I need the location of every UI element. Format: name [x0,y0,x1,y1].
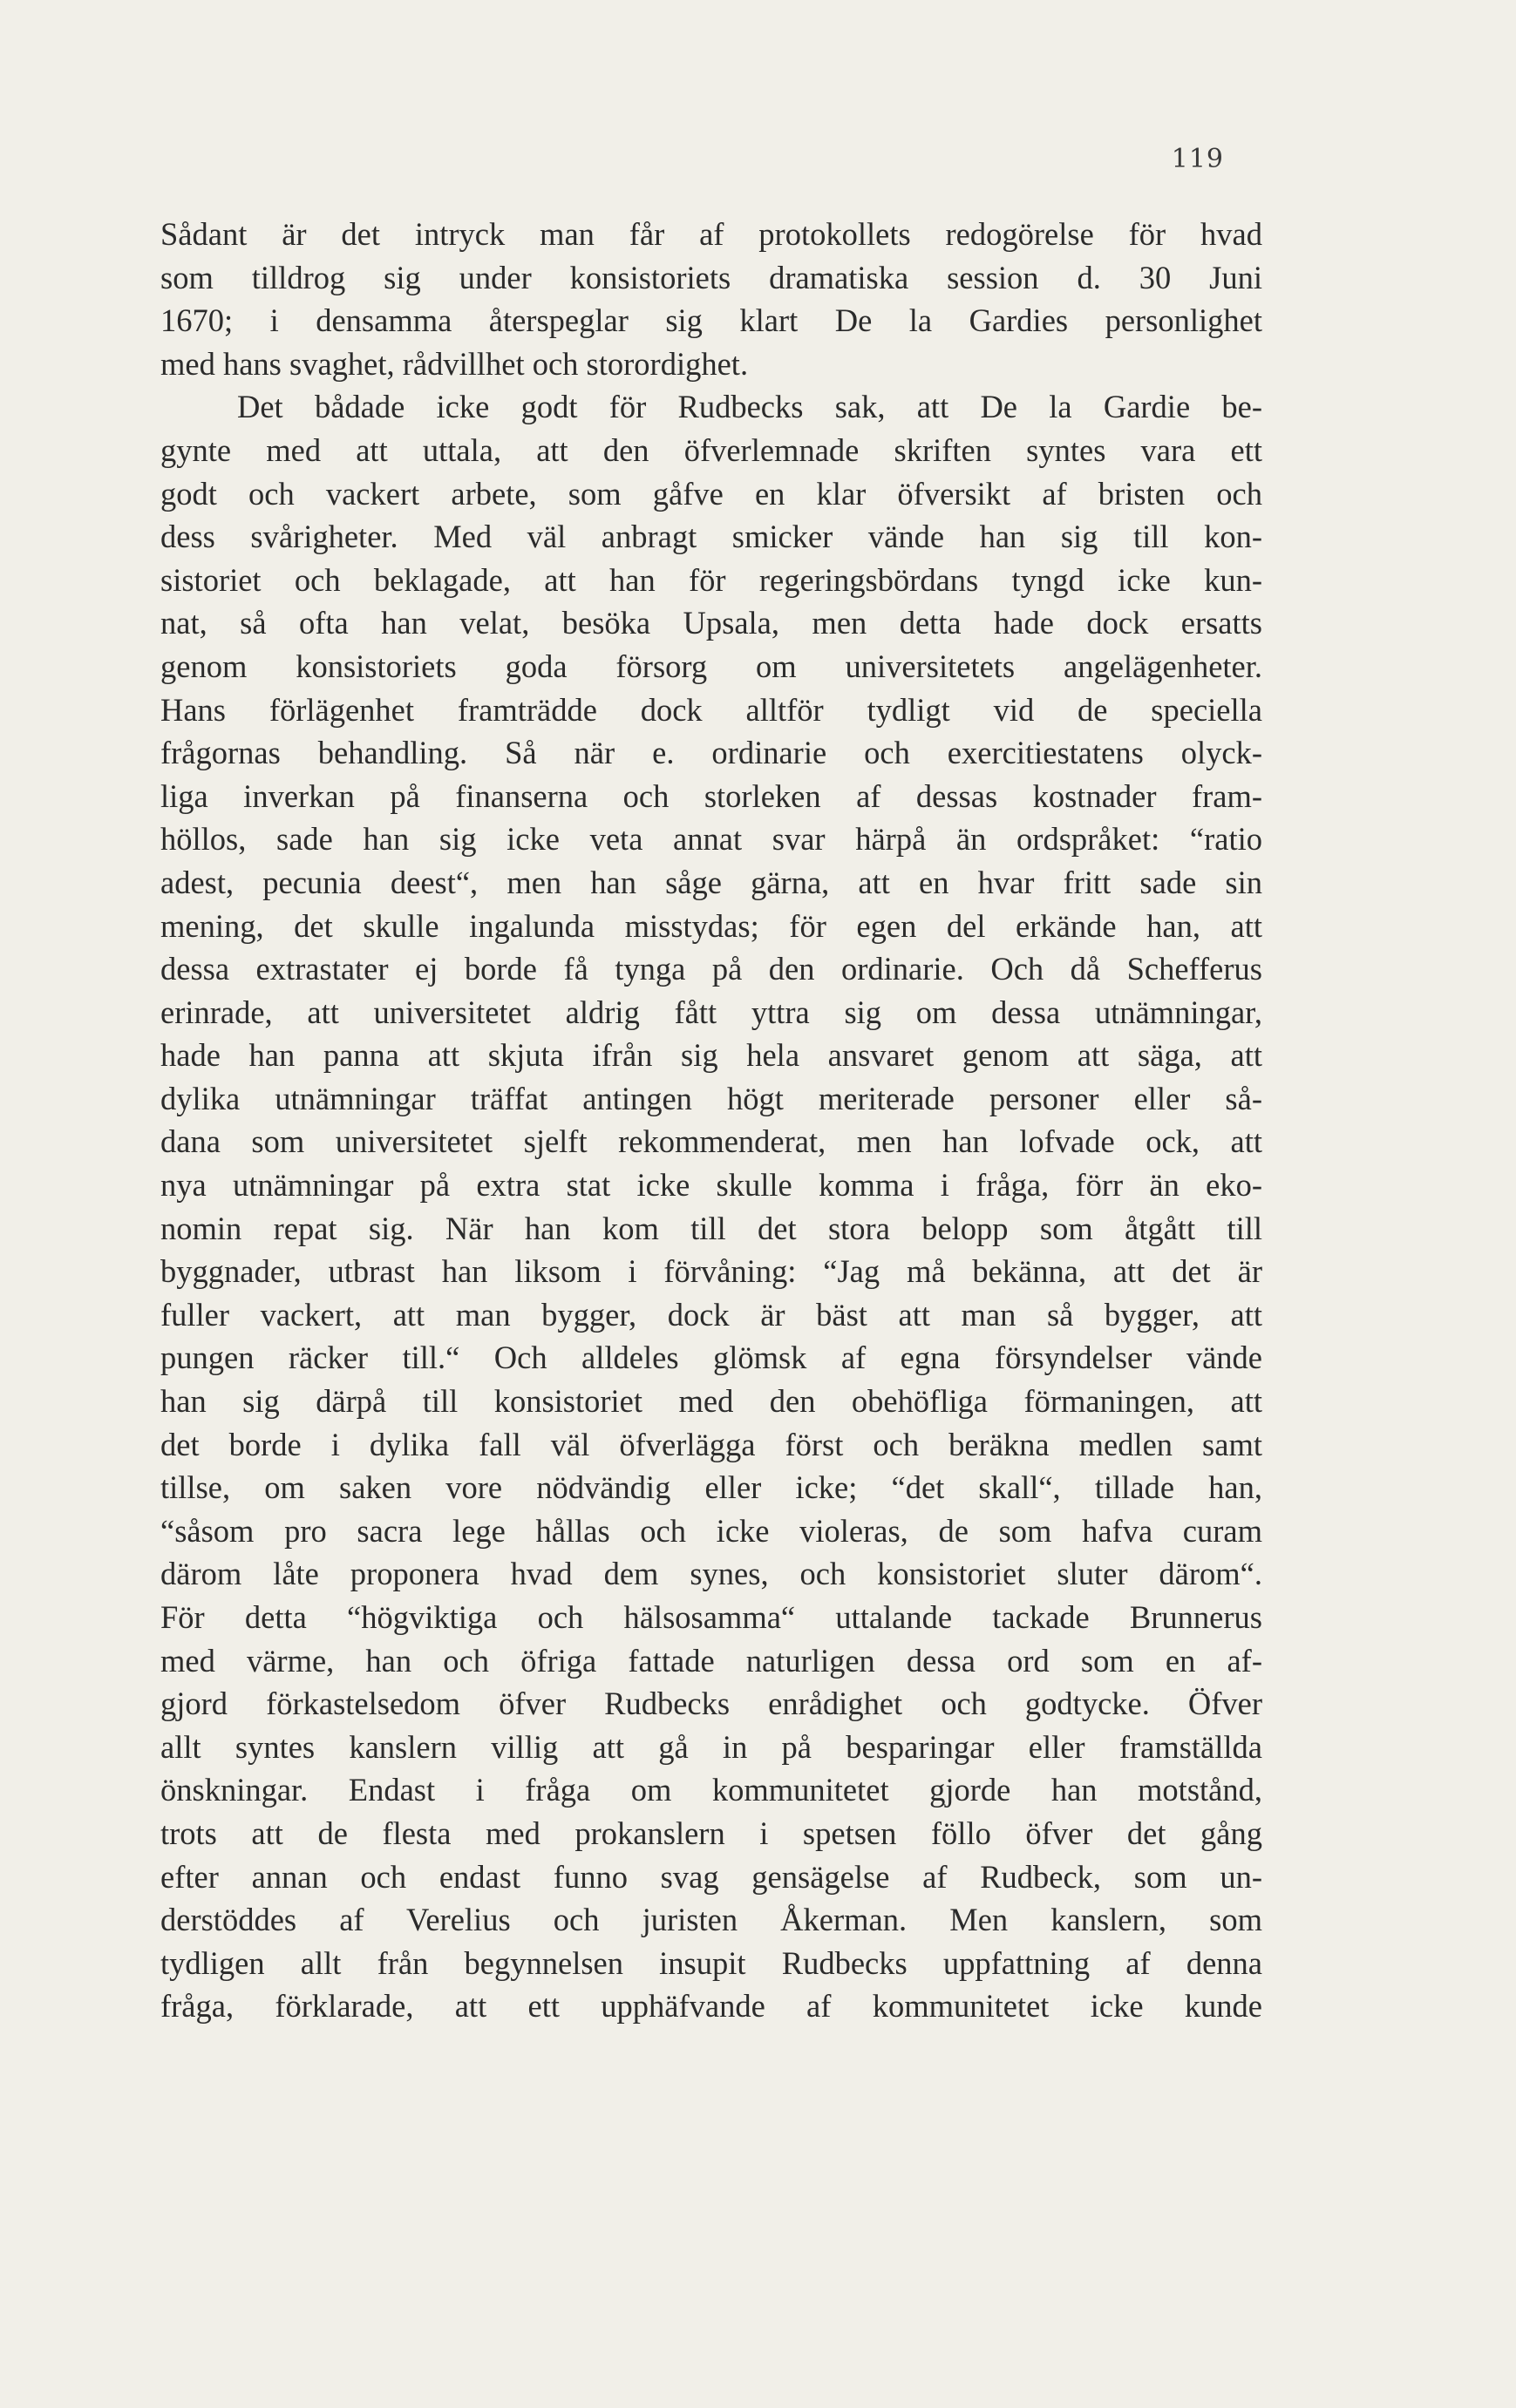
text-line: trots att de flesta med prokanslern i spetsen föllo öfver det gång [160,1814,1262,1851]
text-line: nat, så ofta han velat, besöka Upsala, men detta hade dock ersatts [160,605,1262,641]
text-line: hade han panna att skjuta ifrån sig hela ansvaret genom att säga, att [160,1037,1262,1074]
text-line: sistoriet och beklagade, att han för regeringsbördans tyngd icke kun- [160,561,1262,598]
text-line: adest, pecunia deest“, men han såge gärna, att en hvar fritt sade sin [160,864,1262,900]
text-line: frågornas behandling. Så när e. ordinarie och exercitiestatens olyck- [160,735,1262,771]
text-line: “såsom pro sacra lege hållas och icke violeras, de som hafva curam [160,1512,1262,1549]
text-line: gjord förkastelsedom öfver Rudbecks enrådighet och godtycke. Öfver [160,1686,1262,1722]
text-line: nya utnämningar på extra stat icke skulle komma i fråga, förr än eko- [160,1167,1262,1204]
text-line: fuller vackert, att man bygger, dock är bäst att man så bygger, att [160,1296,1262,1333]
text-line: 1670; i densamma återspeglar sig klart De la Gardies personlighet [160,302,1262,339]
text-line: byggnader, utbrast han liksom i förvåning: “Jag må bekänna, att det är [160,1253,1262,1290]
text-line: tillse, om saken vore nödvändig eller icke; “det skall“, tillade han, [160,1469,1262,1506]
text-line: nomin repat sig. När han kom till det stora belopp som åtgått till [160,1210,1262,1246]
text-line: höllos, sade han sig icke veta annat svar härpå än ordspråket: “ratio [160,821,1262,858]
text-line: pungen räcker till.“ Och alldeles glömsk af egna försyndelser vände [160,1340,1262,1376]
text-line: mening, det skulle ingalunda misstydas; för egen del erkände han, att [160,907,1262,944]
text-line: Det bådade icke godt för Rudbecks sak, att De la Gardie be- [237,389,1262,425]
text-line: han sig därpå till konsistoriet med den obehöfliga förmaningen, att [160,1383,1262,1420]
text-line: dessa extrastater ej borde få tynga på den ordinarie. Och då Schefferus [160,951,1262,987]
text-line: dess svårigheter. Med väl anbragt smicker vände han sig till kon- [160,519,1262,555]
text-line: dylika utnämningar träffat antingen högt meriterade personer eller så- [160,1080,1262,1116]
text-line: För detta “högviktiga och hälsosamma“ uttalande tackade Brunnerus [160,1599,1262,1635]
text-line: genom konsistoriets goda försorg om universitetets angelägenheter. [160,648,1262,684]
text-line: derstöddes af Verelius och juristen Åkerman. Men kanslern, som [160,1902,1262,1938]
body-text [160,213,1262,2028]
text-line: allt syntes kanslern villig att gå in på besparingar eller framställda [160,1728,1262,1765]
text-line: godt och vackert arbete, som gåfve en klar öfversikt af bristen och [160,475,1262,512]
text-line: med värme, han och öfriga fattade naturligen dessa ord som en af- [160,1642,1262,1679]
text-line: fråga, förklarade, att ett upphäfvande af kommunitetet icke kunde [160,1988,1262,2025]
text-line: Sådant är det intryck man får af protokollets redogörelse för hvad [160,216,1262,252]
text-line: därom låte proponera hvad dem synes, och konsistoriet sluter därom“. [160,1556,1262,1592]
text-line: med hans svaghet, rådvillhet och storordighet. [160,345,749,382]
text-line: dana som universitetet sjelft rekommenderat, men han lofvade ock, att [160,1123,1262,1160]
text-line: efter annan och endast funno svag gensägelse af Rudbeck, som un- [160,1858,1262,1895]
text-line: gynte med att uttala, att den öfverlemnade skriften syntes vara ett [160,431,1262,468]
page-number: 119 [1171,144,1224,174]
text-line: tydligen allt från begynnelsen insupit Rudbecks uppfattning af denna [160,1944,1262,1981]
text-line: det borde i dylika fall väl öfverlägga först och beräkna medlen samt [160,1426,1262,1462]
text-line: Hans förlägenhet framträdde dock alltför tydligt vid de speciella [160,691,1262,728]
text-line: önskningar. Endast i fråga om kommunitetet gjorde han motstånd, [160,1772,1262,1808]
text-line: erinrade, att universitetet aldrig fått yttra sig om dessa utnämningar, [160,994,1262,1030]
text-line: liga inverkan på finanserna och storleken af dessas kostnader fram- [160,777,1262,814]
text-line: som tilldrog sig under konsistoriets dramatiska session d. 30 Juni [160,259,1262,295]
